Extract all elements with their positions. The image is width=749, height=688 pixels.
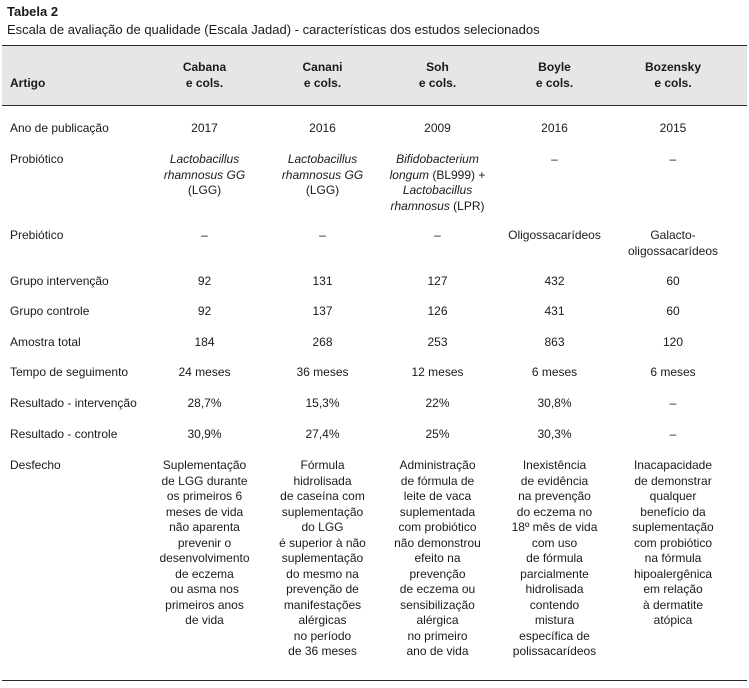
table-cell: 268 [312, 335, 333, 349]
cell-line: não demonstrou [394, 535, 481, 550]
cell-line: no primeiro [407, 628, 468, 643]
cell-line: de fórmula de [400, 473, 475, 488]
cell-line: polissacarídeos [512, 644, 597, 658]
table-cell [497, 458, 612, 660]
row-label: Resultado - controle [10, 427, 118, 441]
cell-line: de eczema [175, 566, 234, 581]
row-label: Prebiótico [10, 228, 64, 242]
table-cell: 6 meses [531, 365, 578, 379]
table-cell: 432 [544, 274, 565, 288]
table-cell: 27,4% [305, 427, 340, 441]
table-cell: 28,7% [187, 396, 222, 410]
table-cell: 137 [312, 304, 333, 318]
cell-line: do mesmo na [286, 566, 359, 581]
row-label: Resultado - intervenção [10, 396, 137, 410]
cell-line: com probiótico [633, 535, 713, 550]
cell-line: mistura [534, 613, 575, 627]
cell-line: Galacto- [650, 228, 696, 242]
table-cell: 60 [666, 304, 680, 318]
table-cell [380, 152, 495, 214]
cell-line: em relação [643, 582, 703, 596]
cell-line: com uso [531, 535, 578, 550]
cell-line: ano de vida [406, 644, 469, 658]
strain-code: (LGG) [305, 183, 340, 197]
header-author: Bozensky [644, 60, 702, 74]
cell-line: efeito na [414, 551, 461, 565]
row-label: Grupo intervenção [10, 274, 109, 288]
table-cell: 36 meses [296, 365, 349, 379]
cell-line: Inexistência [522, 458, 587, 472]
table-cell: – [201, 228, 208, 242]
table-cell: 92 [197, 274, 212, 288]
table-cell: 6 meses [650, 365, 696, 379]
species-name: Lactobacillus [169, 152, 240, 166]
header-etal: e cols. [654, 76, 692, 90]
table-cell: 30,9% [187, 427, 222, 441]
table-cell: 131 [312, 274, 333, 288]
cell-line: alérgicas [298, 613, 347, 627]
cell-line: sensibilização [400, 597, 475, 612]
cell-line: hidrolisada [293, 473, 352, 488]
cell-line: suplementada [399, 504, 476, 519]
cell-line: prevenção [409, 566, 466, 581]
cell-line: ou asma nos [170, 582, 239, 596]
cell-line: prevenção de [286, 582, 359, 596]
table-cell [613, 228, 733, 259]
cell-line: na fórmula [644, 551, 702, 565]
table-cell: 30,3% [537, 427, 572, 441]
species-name: rhamnosus [390, 198, 450, 213]
row-label: Ano de publicação [10, 121, 109, 135]
table-cell: 120 [662, 335, 684, 349]
cell-line: de LGG durante [161, 473, 248, 488]
header-col-cabana [147, 59, 262, 91]
table-cell: – [434, 228, 441, 242]
header-etal: e cols. [535, 76, 574, 90]
table-title: Escala de avaliação de qualidade (Escala Jadad) - características dos estudos selecionados [7, 22, 540, 37]
table-cell [380, 458, 495, 660]
species-name: rhamnosus GG [281, 167, 364, 182]
cell-line: suplementação [281, 551, 364, 565]
table-caption [7, 3, 747, 39]
table-cell: – [319, 228, 326, 242]
table-cell: – [669, 396, 677, 410]
cell-line: não aparenta [169, 520, 240, 534]
table-cell: 92 [197, 304, 212, 318]
header-etal: e cols. [185, 76, 224, 90]
table-cell [265, 152, 380, 199]
row-label: Amostra total [10, 335, 81, 349]
cell-line: Fórmula [300, 458, 345, 472]
table-cell [265, 458, 380, 660]
table-cell: 30,8% [537, 396, 572, 410]
cell-line: na prevenção [518, 489, 591, 503]
header-col-soh [380, 59, 495, 91]
cell-line: de vida [185, 613, 224, 627]
table-cell: 431 [544, 304, 565, 318]
cell-line: hidrolisada [525, 582, 584, 596]
table-cell [147, 152, 262, 199]
species-name: longum [389, 167, 429, 182]
table-cell: 863 [544, 335, 565, 349]
cell-line: de evidência [520, 473, 589, 488]
cell-line: do LGG [301, 520, 344, 534]
cell-line: de fórmula [526, 551, 583, 565]
header-author: Canani [302, 60, 343, 74]
cell-line: de demonstrar [634, 473, 712, 488]
header-etal: e cols. [418, 76, 457, 90]
cell-line: suplementação [632, 520, 714, 534]
table-cell: 184 [194, 335, 215, 349]
cell-line: benefício da [640, 504, 706, 519]
cell-line: leite de vaca [403, 489, 472, 503]
cell-line: prevenir o [177, 535, 232, 550]
cell-line: parcialmente [520, 566, 589, 581]
row-label: Probiótico [10, 152, 64, 166]
header-col-boyle [497, 59, 612, 91]
species-name: Lactobacillus [287, 152, 358, 166]
cell-line: com probiótico [398, 520, 477, 534]
table-cell: 12 meses [411, 365, 464, 379]
header-col-canani [265, 59, 380, 91]
cell-line: desenvolvimento [159, 551, 250, 565]
table-cell: 2017 [191, 121, 218, 135]
header-col-bozensky [613, 59, 733, 91]
table-label: Tabela 2 [7, 4, 59, 19]
cell-line: contendo [529, 597, 580, 612]
cell-line: meses de vida [165, 504, 244, 519]
header-author: Soh [426, 60, 449, 74]
strain-code: (LPR) [449, 198, 485, 213]
table-cell: 15,3% [305, 396, 340, 410]
table-cell: 2009 [424, 121, 451, 135]
strain-code: (BL999) + [428, 167, 486, 182]
table-cell: 127 [427, 274, 448, 288]
cell-line: específica de [519, 628, 590, 643]
table-cell: 2016 [309, 121, 336, 135]
species-name: Bifidobacterium [396, 152, 479, 166]
cell-line: é superior à não [279, 535, 366, 550]
cell-line: alérgica [416, 613, 459, 627]
cell-line: suplementação [281, 504, 364, 519]
row-label: Desfecho [10, 458, 61, 472]
row-label: Grupo controle [10, 304, 90, 318]
cell-line: hipoalergênica [633, 566, 713, 581]
cell-line: no período [293, 628, 352, 643]
species-name: Lactobacillus [402, 183, 473, 197]
table-bottom-rule [2, 680, 747, 681]
table-cell: 24 meses [178, 365, 231, 379]
cell-line: Inacapacidade [633, 458, 713, 472]
table-cell: – [551, 152, 558, 166]
cell-line: Suplementação [162, 458, 247, 472]
cell-line: qualquer [649, 489, 697, 503]
cell-line: de eczema ou [399, 582, 476, 596]
cell-line: 18º mês de vida [511, 520, 598, 534]
cell-line: primeiros anos [165, 597, 244, 612]
strain-code: (LGG) [187, 183, 222, 197]
cell-line: oligossacarídeos [627, 243, 719, 258]
table-cell: Oligossacarídeos [508, 228, 601, 242]
table-cell: – [669, 152, 677, 166]
cell-line: de 36 meses [288, 644, 357, 658]
table-cell: 60 [666, 274, 680, 288]
table-cell [613, 458, 733, 629]
header-author: Boyle [538, 60, 571, 74]
table-cell: 126 [427, 304, 448, 318]
table-cell [147, 458, 262, 629]
table-cell: 253 [427, 335, 448, 349]
species-name: rhamnosus GG [163, 167, 246, 182]
cell-line: de caseína com [280, 489, 365, 503]
cell-line: à dermatite [642, 597, 704, 612]
header-artigo: Artigo [10, 76, 46, 90]
table-cell: – [669, 427, 677, 441]
header-author: Cabana [182, 60, 227, 74]
table-cell: 22% [425, 396, 450, 410]
row-label: Tempo de seguimento [10, 365, 129, 379]
cell-line: atópica [653, 613, 693, 627]
cell-line: os primeiros 6 [166, 489, 243, 503]
table-cell: 25% [425, 427, 450, 441]
table-cell: 2016 [541, 121, 568, 135]
cell-line: manifestações [283, 597, 362, 612]
table-cell: 2015 [659, 121, 687, 135]
header-etal: e cols. [303, 76, 342, 90]
cell-line: Administração [399, 458, 476, 472]
cell-line: do eczema no [516, 504, 593, 519]
